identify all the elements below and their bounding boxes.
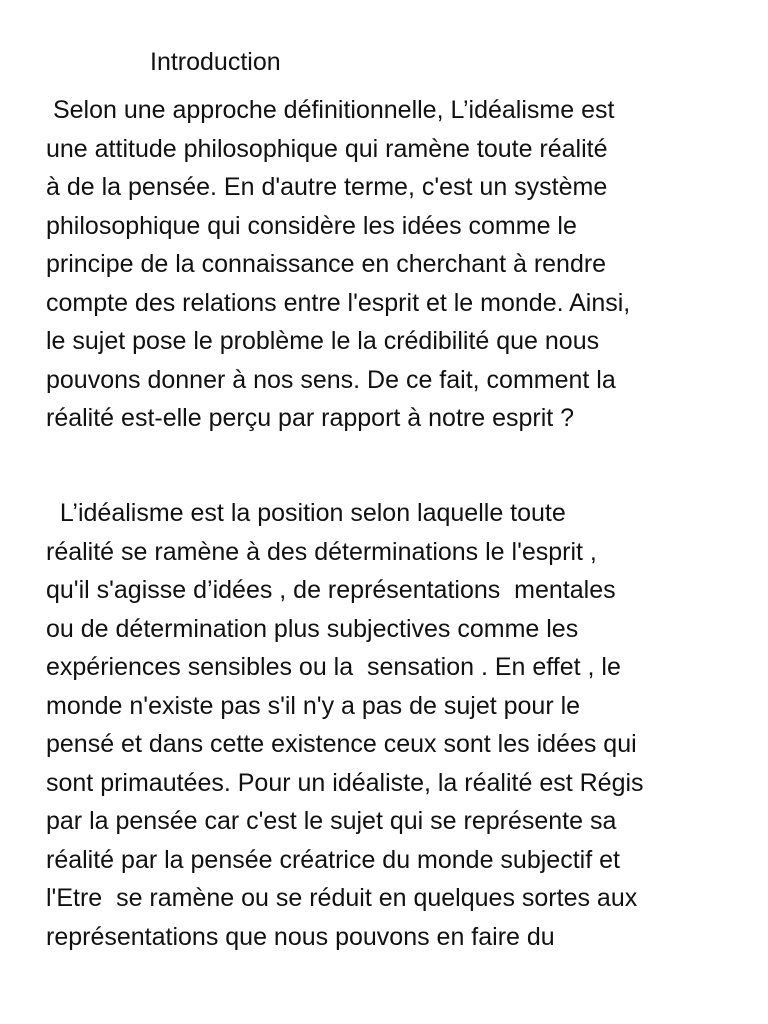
text-line: à de la pensée. En d'autre terme, c'est un système [46,173,608,201]
text-line: L’idéalisme est la position selon laquelle toute [46,499,566,527]
text-line: réalité par la pensée créatrice du monde subjectif et [46,845,620,874]
text-line: ou de détermination plus subjectives comme les [46,614,579,643]
text-line: philosophique qui considère les idées comme le [46,211,577,240]
text-line: réalité est-elle perçu par rapport à notre esprit ? [46,404,575,432]
text-line: Selon une approche définitionnelle, L’idéalisme est [46,96,615,124]
text-line: représentations que nous pouvons en faire du [46,922,555,951]
text-line: réalité se ramène à des déterminations le l'esprit , [46,537,597,566]
text-line: principe de la connaissance en cherchant à rendre [46,250,607,278]
text-line: expériences sensibles ou la sensation . En effet , le [46,653,621,681]
text-line: une attitude philosophique qui ramène toute réalité [46,134,608,163]
text-line: pouvons donner à nos sens. De ce fait, comment la [46,365,616,394]
text-line: l'Etre se ramène ou se réduit en quelques sortes aux [46,884,638,912]
text-line: compte des relations entre l'esprit et le monde. Ainsi, [46,288,631,317]
text-line: qu'il s'agisse d’idées , de représentations mentales [46,576,616,604]
paragraph-introduction [46,91,746,438]
paragraph-idealism [46,494,746,956]
text-line: pensé et dans cette existence ceux sont les idées qui [46,730,637,758]
text-line: par la pensée car c'est le sujet qui se représente sa [46,807,617,835]
document-title: Introduction [150,48,281,76]
text-line: le sujet pose le problème le la crédibilité que nous [46,327,600,355]
text-line: sont primautées. Pour un idéaliste, la réalité est Régis [46,768,644,797]
text-line: monde n'existe pas s'il n'y a pas de sujet pour le [46,691,581,720]
